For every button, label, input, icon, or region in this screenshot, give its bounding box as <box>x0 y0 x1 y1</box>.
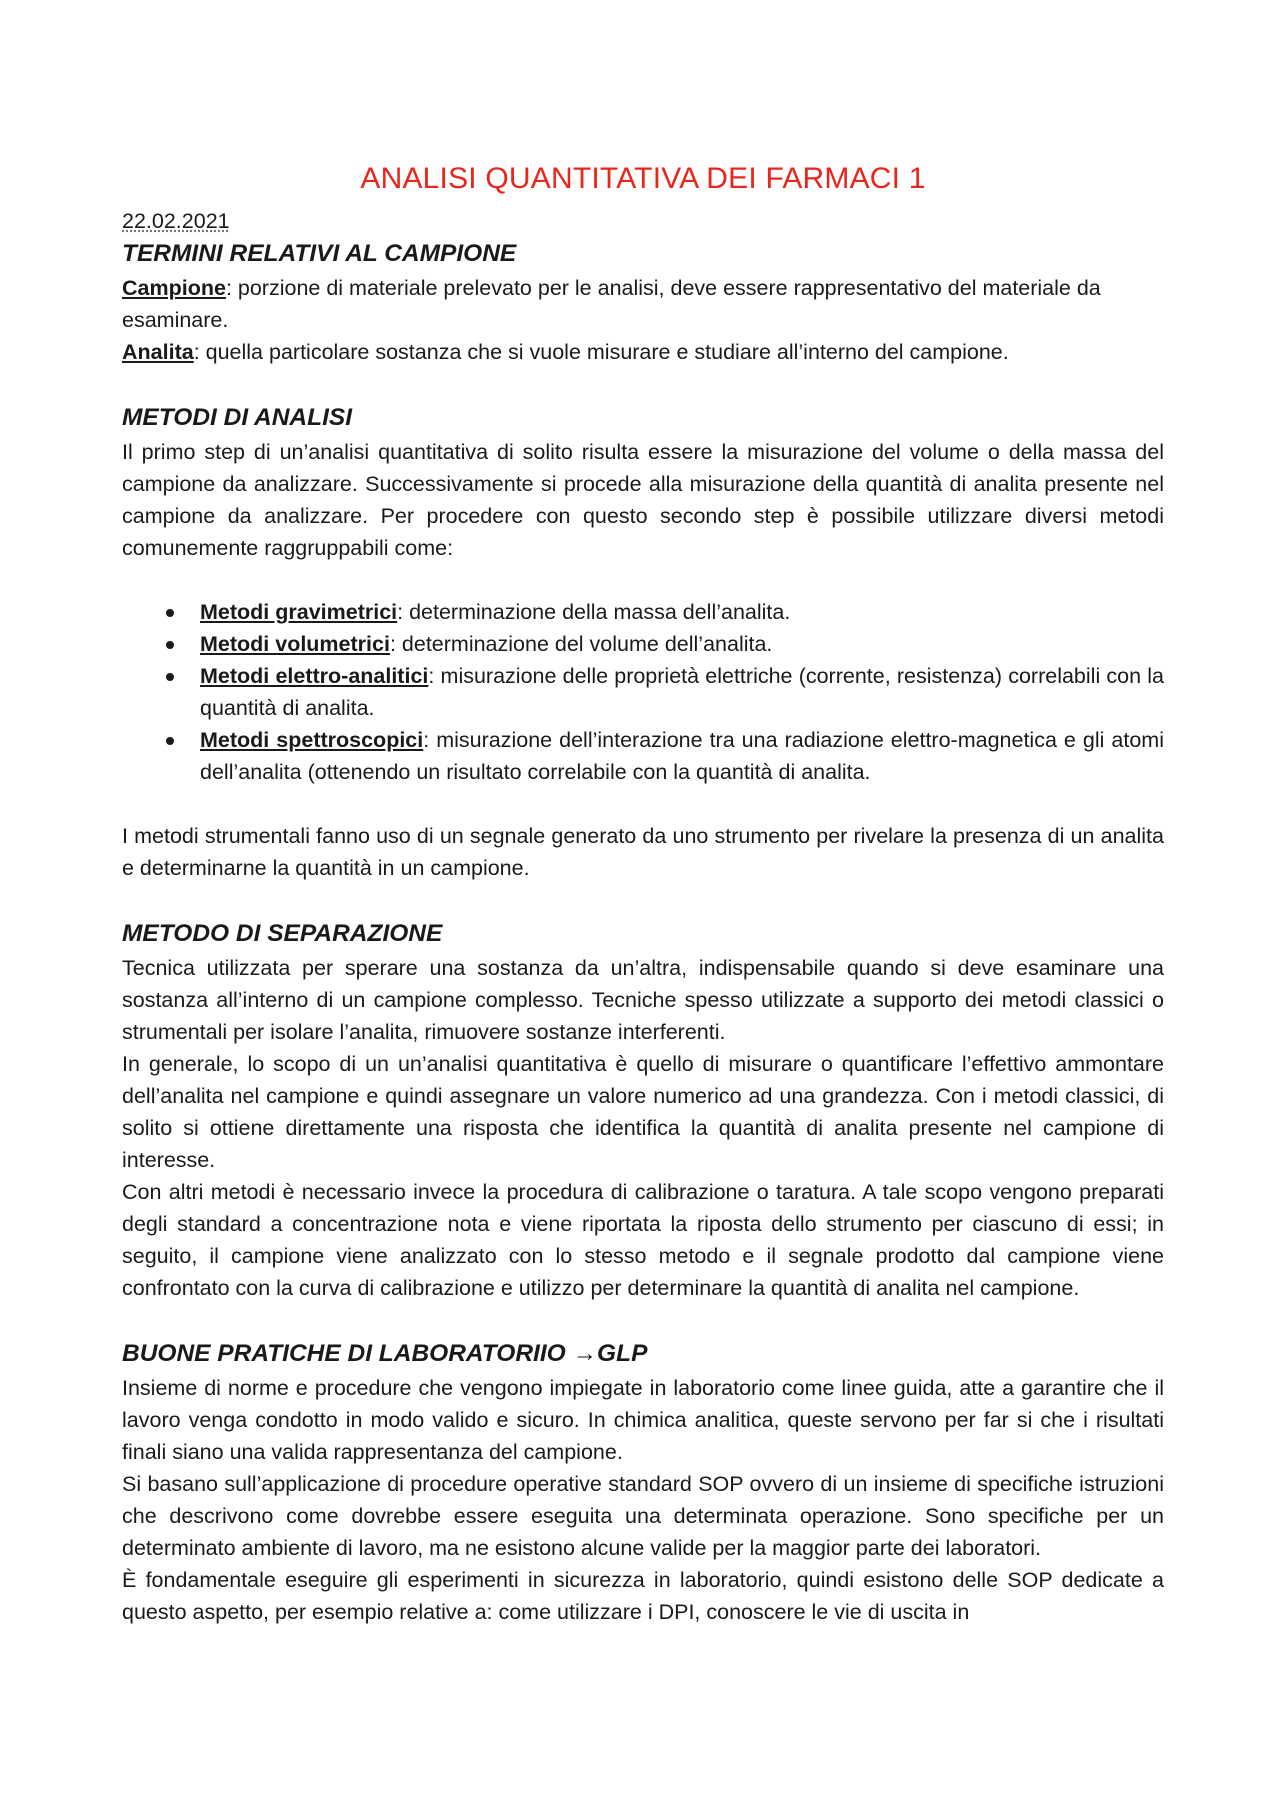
spacer <box>122 564 1164 596</box>
definition-campione-text: : porzione di materiale prelevato per le analisi, deve essere rappresentativo del materiale da esaminare. <box>122 276 1101 332</box>
list-item-term: Metodi elettro-analitici <box>200 664 429 688</box>
section-paragraph: Il primo step di un’analisi quantitativa di solito risulta essere la misurazione del volume o della massa del campione da analizzare. Successivamente si procede alla misurazione della quantità di analita presente nel campione da analizzare. Per procedere con questo secondo step è possibile utilizzare diversi metodi comunemente raggruppabili come: <box>122 440 1164 560</box>
section-paragraph: Insieme di norme e procedure che vengono impiegate in laboratorio come linee guida, atte a garantire che il lavoro venga condotto in modo valido e sicuro. In chimica analitica, queste servono per far si che i risultati finali siano una valida rappresentanza del campione. <box>122 1376 1164 1464</box>
heading-tail-text: GLP <box>597 1340 648 1367</box>
spacer <box>122 1304 1164 1336</box>
section-paragraph: È fondamentale eseguire gli esperimenti in sicurezza in laboratorio, quindi esistono delle SOP dedicate a questo aspetto, per esempio relative a: come utilizzare i DPI, conoscere le vie di uscita in <box>122 1568 1164 1624</box>
list-item <box>122 596 1164 628</box>
document-content <box>122 158 1164 1628</box>
definition-analita-text: : quella particolare sostanza che si vuole misurare e studiare all’interno del campione. <box>193 340 1009 364</box>
spacer <box>122 884 1164 916</box>
list-item-text: : determinazione della massa dell’analita. <box>397 600 791 624</box>
section-heading-glp <box>122 1336 1164 1372</box>
list-item <box>122 628 1164 660</box>
arrow-right-icon: → <box>572 1340 598 1367</box>
list-item-text: : determinazione del volume dell’analita. <box>389 632 773 656</box>
list-item-term: Metodi gravimetrici <box>200 600 398 624</box>
section-heading-metodi-analisi: METODI DI ANALISI <box>122 404 353 431</box>
section-paragraph: I metodi strumentali fanno uso di un segnale generato da uno strumento per rivelare la presenza di un analita e determinarne la quantità in un campione. <box>122 824 1164 880</box>
section-paragraph: Tecnica utilizzata per sperare una sostanza da un’altra, indispensabile quando si deve esaminare una sostanza all’interno di un campione complesso. Tecniche spesso utilizzate a supporto dei metodi classici o strumentali per isolare l’analita, rimuovere sostanze interferenti. <box>122 956 1164 1044</box>
list-item-text: : misurazione dell’interazione tra una radiazione elettro-magnetica e gli atomi dell’analita (ottenendo un risultato correlabile con la quantità di analita. <box>200 728 1164 784</box>
list-item-text: : misurazione delle proprietà elettriche (corrente, resistenza) correlabili con la quantità di analita. <box>200 664 1164 720</box>
list-item-term: Metodi spettroscopici <box>200 728 424 752</box>
bullet-icon <box>166 737 174 745</box>
heading-main-text: BUONE PRATICHE DI LABORATORIIO <box>122 1340 566 1367</box>
term-campione: Campione <box>122 276 226 300</box>
spacer <box>122 788 1164 820</box>
document-date: 22.02.2021 <box>122 209 230 233</box>
definition-campione <box>122 272 1164 336</box>
section-paragraph: Si basano sull’applicazione di procedure operative standard SOP ovvero di un insieme di specifiche istruzioni che descrivono come dovrebbe essere eseguita una determinata operazione. Sono specifiche per un determinato ambiente di lavoro, ma ne esistono alcune valide per la maggior parte dei laboratori. <box>122 1472 1164 1560</box>
document-title: ANALISI QUANTITATIVA DEI FARMACI 1 <box>360 162 926 195</box>
term-analita: Analita <box>122 340 194 364</box>
definition-analita <box>122 336 1164 368</box>
list-item-term: Metodi volumetrici <box>200 632 390 656</box>
spacer <box>122 368 1164 400</box>
bullet-icon <box>166 609 174 617</box>
list-item <box>122 660 1164 724</box>
section-paragraph: In generale, lo scopo di un un’analisi quantitativa è quello di misurare o quantificare l’effettivo ammontare dell’analita nel campione e quindi assegnare un valore numerico ad una grandezza. Con i metodi classici, di solito si ottiene direttamente una risposta che identifica la quantità di analita presente nel campione di interesse. <box>122 1052 1164 1172</box>
section-heading-termini: TERMINI RELATIVI AL CAMPIONE <box>122 240 517 267</box>
bullet-icon <box>166 673 174 681</box>
section-heading-separazione: METODO DI SEPARAZIONE <box>122 920 443 947</box>
section-paragraph: Con altri metodi è necessario invece la procedura di calibrazione o taratura. A tale scopo vengono preparati degli standard a concentrazione nota e viene riportata la riposta dello strumento per ciascuno di essi; in seguito, il campione viene analizzato con lo stesso metodo e il segnale prodotto dal campione viene confrontato con la curva di calibrazione e utilizzo per determinare la quantità di analita nel campione. <box>122 1180 1164 1300</box>
bullet-icon <box>166 641 174 649</box>
methods-list <box>122 596 1164 788</box>
list-item <box>122 724 1164 788</box>
